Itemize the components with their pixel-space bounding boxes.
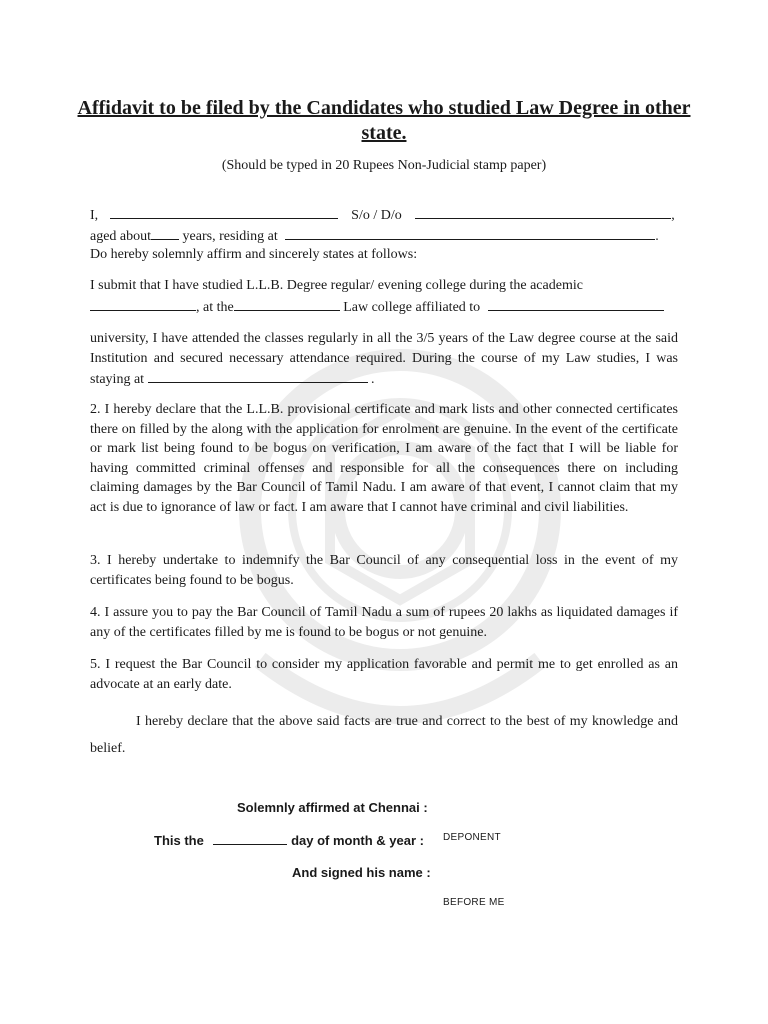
- paragraph-attendance: [90, 329, 678, 390]
- submit-line: I submit that I have studied L.L.B. Degree regular/ evening college during the academic: [90, 278, 583, 293]
- this-the-label: This the: [154, 833, 204, 848]
- years-residing-label: years, residing at: [179, 229, 282, 244]
- solemnly-affirmed-label: Solemnly affirmed at Chennai :: [237, 800, 428, 815]
- college-name-field[interactable]: [234, 296, 340, 311]
- day-of-month-label: day of month & year :: [287, 833, 424, 848]
- parent-name-field[interactable]: [415, 204, 671, 219]
- paragraph-attendance-text: university, I have attended the classes regularly in all the 3/5 years of the Law degree course at the said Institution and secured necessary attendance required. During the course of my Law studies, I was staying at: [90, 331, 678, 388]
- at-the-label: , at the: [196, 300, 234, 315]
- age-field[interactable]: [151, 225, 179, 240]
- residence-field[interactable]: [285, 225, 655, 240]
- paragraph-enrolment-request: 5. I request the Bar Council to consider my application favorable and permit me to get enrolled as an advocate at an early date.: [90, 657, 678, 692]
- academic-college-line: [90, 296, 678, 318]
- period-mark: .: [655, 229, 659, 244]
- age-residence-line: [90, 225, 678, 247]
- university-field[interactable]: [488, 296, 664, 311]
- i-prefix: I,: [90, 208, 99, 223]
- paragraph-declaration-certificates: 2. I hereby declare that the L.L.B. provisional certificate and mark lists and other connected certificates there on filled by the along with the application for enrolment are genuine. In the event of the certificate or mark list being found to be bogus on verification, I am aware of the fact that I will be liable for having committed criminal offenses and responsible for all the consequences there on including claiming damages by the Bar Council of Tamil Nadu. I am aware of that event, I cannot claim that my act is due to ignorance of law or fact. I am aware that I cannot have criminal and civil liabilities.: [90, 402, 678, 515]
- before-me-label: BEFORE ME: [443, 897, 505, 908]
- paragraph-attendance-end: .: [367, 372, 375, 388]
- paragraph-indemnify: 3. I hereby undertake to indemnify the Bar Council of any consequential loss in the event of my certificates being found to be bogus.: [90, 553, 678, 588]
- aged-about-label: aged about: [90, 229, 152, 244]
- academic-year-field[interactable]: [90, 296, 196, 311]
- name-line: [90, 204, 678, 226]
- document-title: Affidavit to be filed by the Candidates who studied Law Degree in other state.: [77, 97, 691, 144]
- applicant-name-field[interactable]: [110, 204, 338, 219]
- date-line: [154, 832, 424, 848]
- affirm-line: Do hereby solemnly affirm and sincerely states at follows:: [90, 247, 418, 262]
- comma-mark: ,: [671, 208, 675, 223]
- paragraph-liquidated-damages: 4. I assure you to pay the Bar Council of Tamil Nadu a sum of rupees 20 lakhs as liquidated damages if any of the certificates filled by me is found to be bogus or not genuine.: [90, 605, 678, 640]
- staying-at-field[interactable]: [148, 368, 368, 383]
- document-subtitle: (Should be typed in 20 Rupees Non-Judicial stamp paper): [221, 158, 547, 173]
- day-field[interactable]: [213, 832, 287, 845]
- law-college-label: Law college affiliated to: [339, 300, 484, 315]
- signed-name-label: And signed his name :: [292, 865, 431, 880]
- paragraph-final-declaration: I hereby declare that the above said facts are true and correct to the best of my knowledge and belief.: [90, 714, 678, 756]
- relation-label: S/o / D/o: [351, 208, 402, 223]
- deponent-label: DEPONENT: [443, 832, 501, 843]
